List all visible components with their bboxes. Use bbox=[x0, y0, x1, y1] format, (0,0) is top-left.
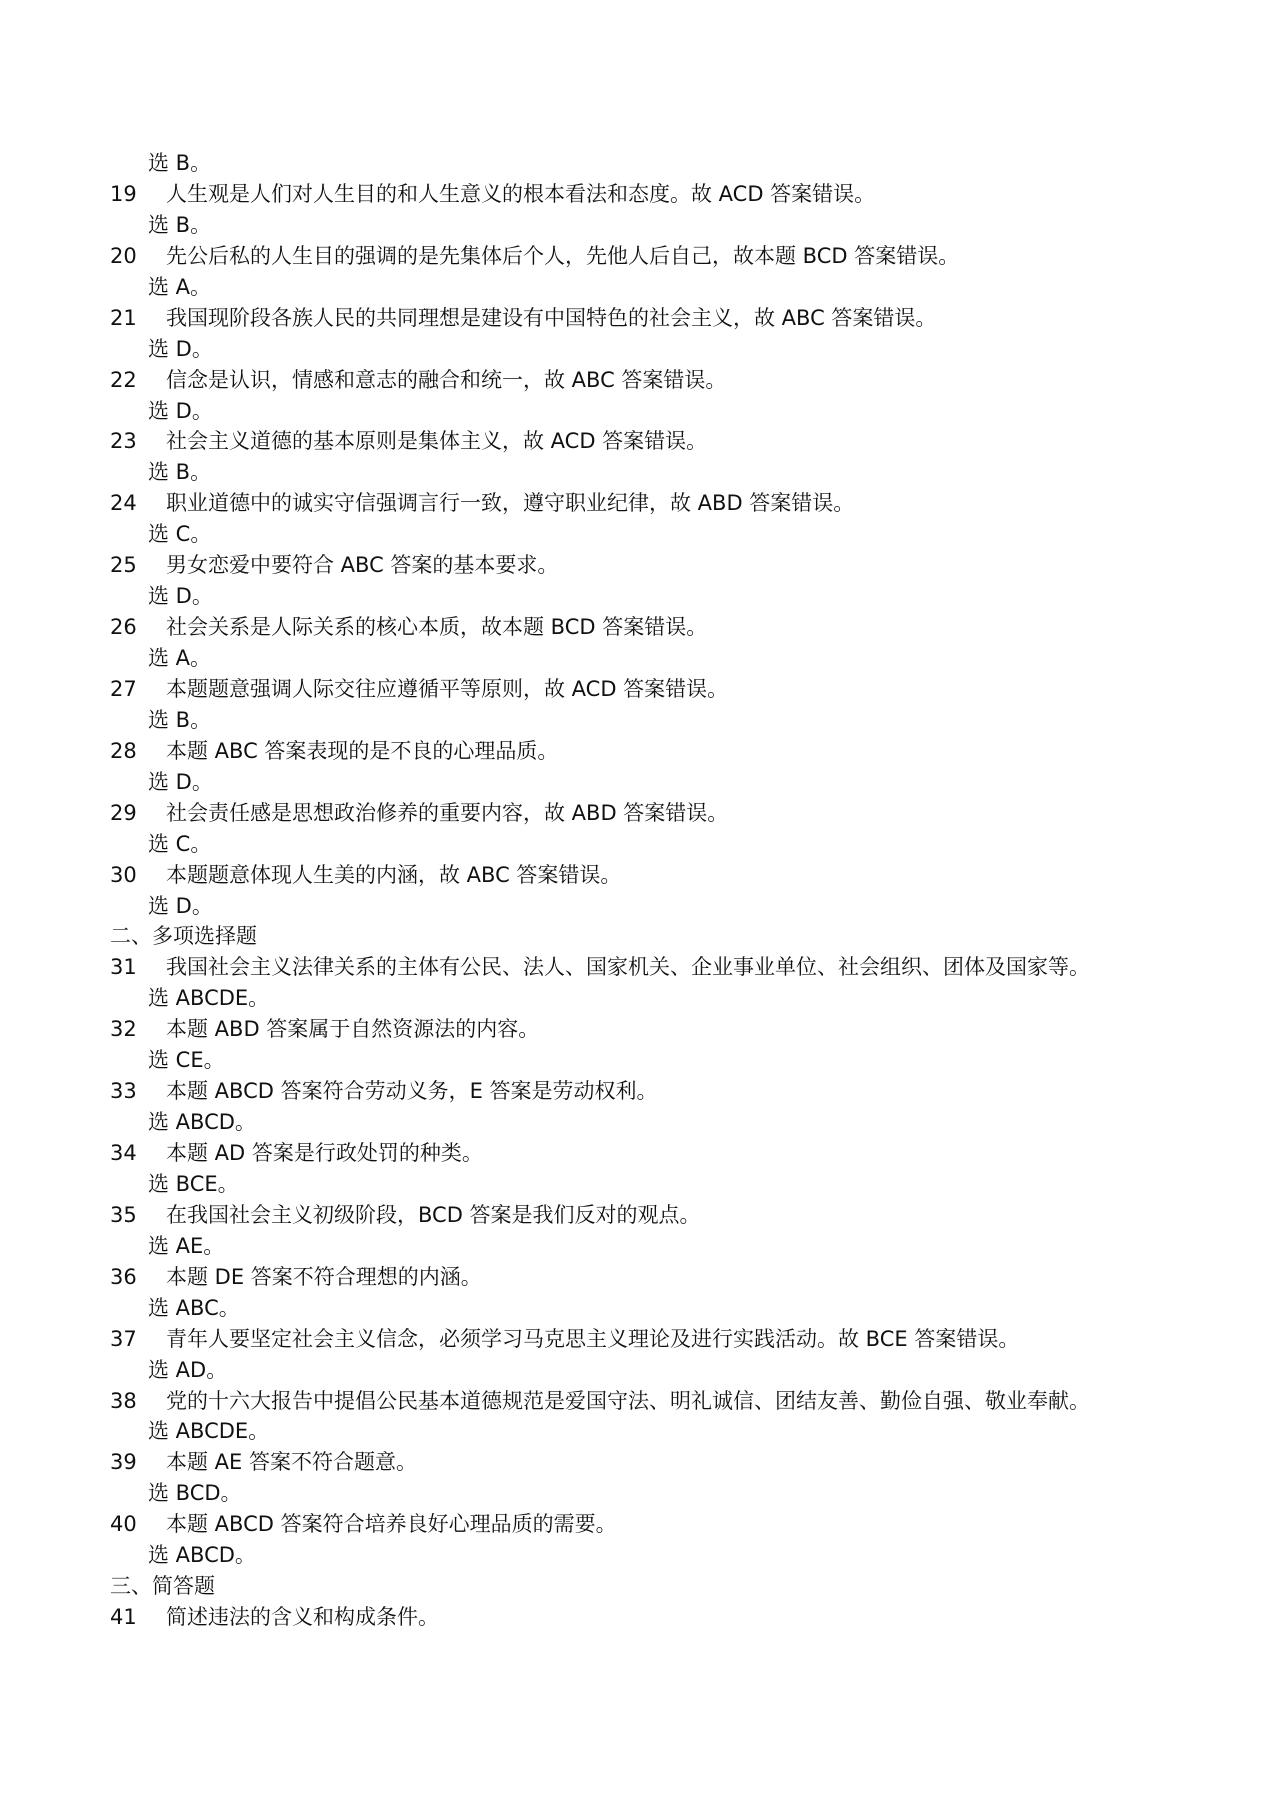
question-explanation: 男女恋爱中要符合 ABC 答案的基本要求。 bbox=[166, 553, 559, 578]
question-explanation: 本题 ABCD 答案符合培养良好心理品质的需要。 bbox=[166, 1512, 617, 1537]
question-number: 22 bbox=[110, 367, 137, 392]
question-item bbox=[110, 1262, 1260, 1293]
question-explanation: 信念是认识，情感和意志的融合和统一，故 ABC 答案错误。 bbox=[166, 367, 727, 392]
question-item bbox=[110, 365, 1260, 396]
question-item bbox=[110, 860, 1260, 891]
question-explanation: 本题 AE 答案不符合题意。 bbox=[166, 1450, 417, 1475]
question-item bbox=[110, 736, 1260, 767]
question-explanation: 本题题意体现人生美的内涵，故 ABC 答案错误。 bbox=[166, 862, 622, 887]
question-number: 39 bbox=[110, 1450, 137, 1475]
question-item bbox=[110, 1386, 1260, 1417]
question-explanation: 我国现阶段各族人民的共同理想是建设有中国特色的社会主义，故 ABC 答案错误。 bbox=[166, 305, 937, 330]
question-number: 25 bbox=[110, 553, 137, 578]
answer-line: 选 AE。 bbox=[148, 1233, 225, 1258]
question-number: 20 bbox=[110, 243, 137, 268]
question-number: 36 bbox=[110, 1264, 137, 1289]
question-explanation: 在我国社会主义初级阶段，BCD 答案是我们反对的观点。 bbox=[166, 1202, 701, 1227]
answer-line: 选 A。 bbox=[148, 274, 212, 299]
question-explanation: 党的十六大报告中提倡公民基本道德规范是爱国守法、明礼诚信、团结友善、勤俭自强、敬业奉献。 bbox=[166, 1388, 1090, 1413]
answer-line: 选 C。 bbox=[148, 831, 212, 856]
section-heading: 三、简答题 bbox=[110, 1574, 215, 1599]
answer-line: 选 BCE。 bbox=[148, 1171, 239, 1196]
question-item bbox=[110, 674, 1260, 705]
question-number: 30 bbox=[110, 862, 137, 887]
question-explanation: 人生观是人们对人生目的和人生意义的根本看法和态度。故 ACD 答案错误。 bbox=[166, 181, 876, 206]
question-number: 37 bbox=[110, 1326, 137, 1351]
question-explanation: 社会主义道德的基本原则是集体主义，故 ACD 答案错误。 bbox=[166, 429, 708, 454]
question-number: 23 bbox=[110, 429, 137, 454]
question-explanation: 本题 ABC 答案表现的是不良的心理品质。 bbox=[166, 738, 559, 763]
answer-line: 选 ABCD。 bbox=[148, 1543, 256, 1568]
question-explanation: 本题 ABD 答案属于自然资源法的内容。 bbox=[166, 1017, 540, 1042]
question-number: 35 bbox=[110, 1202, 137, 1227]
answer-line: 选 B。 bbox=[148, 212, 212, 237]
question-item bbox=[110, 1014, 1260, 1045]
question-item bbox=[110, 179, 1260, 210]
answer-line: 选 B。 bbox=[148, 151, 212, 175]
question-item bbox=[110, 612, 1260, 643]
answer-line: 选 D。 bbox=[148, 893, 213, 918]
question-item bbox=[110, 488, 1260, 519]
question-number: 31 bbox=[110, 955, 137, 980]
answer-line: 选 BCD。 bbox=[148, 1481, 242, 1506]
question-explanation: 社会责任感是思想政治修养的重要内容，故 ABD 答案错误。 bbox=[166, 800, 729, 825]
question-item bbox=[110, 952, 1260, 983]
question-item bbox=[110, 1447, 1260, 1478]
question-explanation: 简述违法的含义和构成条件。 bbox=[166, 1605, 439, 1630]
question-item bbox=[110, 241, 1260, 272]
question-number: 21 bbox=[110, 305, 137, 330]
question-explanation: 先公后私的人生目的强调的是先集体后个人，先他人后自己，故本题 BCD 答案错误。 bbox=[166, 243, 960, 268]
question-number: 26 bbox=[110, 615, 137, 640]
question-item bbox=[110, 1509, 1260, 1540]
question-number: 28 bbox=[110, 738, 137, 763]
answer-line: 选 C。 bbox=[148, 522, 212, 547]
question-explanation: 社会关系是人际关系的核心本质，故本题 BCD 答案错误。 bbox=[166, 615, 708, 640]
section-heading: 二、多项选择题 bbox=[110, 924, 257, 949]
question-number: 40 bbox=[110, 1512, 137, 1537]
question-item bbox=[110, 1138, 1260, 1169]
question-number: 32 bbox=[110, 1017, 137, 1042]
answer-line: 选 ABCDE。 bbox=[148, 1419, 270, 1444]
answer-line: 选 ABCDE。 bbox=[148, 986, 270, 1011]
answer-line: 选 ABCD。 bbox=[148, 1110, 256, 1135]
question-item bbox=[110, 426, 1260, 457]
answer-line: 选 AD。 bbox=[148, 1357, 228, 1382]
question-item bbox=[110, 1076, 1260, 1107]
question-explanation: 我国社会主义法律关系的主体有公民、法人、国家机关、企业事业单位、社会组织、团体及国家等。 bbox=[166, 955, 1090, 980]
answer-line: 选 D。 bbox=[148, 398, 213, 423]
answer-line: 选 CE。 bbox=[148, 1048, 225, 1073]
question-item bbox=[110, 1602, 1260, 1633]
question-item bbox=[110, 1324, 1260, 1355]
question-number: 27 bbox=[110, 676, 137, 701]
question-item bbox=[110, 1200, 1260, 1231]
question-item bbox=[110, 798, 1260, 829]
question-explanation: 职业道德中的诚实守信强调言行一致，遵守职业纪律，故 ABD 答案错误。 bbox=[166, 491, 855, 516]
question-explanation: 本题 DE 答案不符合理想的内涵。 bbox=[166, 1264, 482, 1289]
question-explanation: 青年人要坚定社会主义信念，必须学习马克思主义理论及进行实践活动。故 BCE 答案错误。 bbox=[166, 1326, 1020, 1351]
answer-line: 选 D。 bbox=[148, 336, 213, 361]
question-number: 41 bbox=[110, 1605, 137, 1630]
answer-line: 选 B。 bbox=[148, 460, 212, 485]
document-body bbox=[110, 148, 1260, 1633]
question-item bbox=[110, 303, 1260, 334]
question-number: 24 bbox=[110, 491, 137, 516]
answer-line: 选 B。 bbox=[148, 707, 212, 732]
question-number: 38 bbox=[110, 1388, 137, 1413]
question-explanation: 本题 AD 答案是行政处罚的种类。 bbox=[166, 1141, 483, 1165]
question-number: 33 bbox=[110, 1079, 137, 1104]
question-explanation: 本题 ABCD 答案符合劳动义务，E 答案是劳动权利。 bbox=[166, 1079, 658, 1104]
question-item bbox=[110, 550, 1260, 581]
answer-line: 选 D。 bbox=[148, 584, 213, 609]
answer-line: 选 ABC。 bbox=[148, 1295, 240, 1320]
answer-line: 选 A。 bbox=[148, 646, 212, 670]
question-number: 29 bbox=[110, 800, 137, 825]
question-number: 19 bbox=[110, 181, 137, 206]
question-number: 34 bbox=[110, 1141, 137, 1165]
answer-line: 选 D。 bbox=[148, 769, 213, 794]
question-explanation: 本题题意强调人际交往应遵循平等原则，故 ACD 答案错误。 bbox=[166, 676, 729, 701]
